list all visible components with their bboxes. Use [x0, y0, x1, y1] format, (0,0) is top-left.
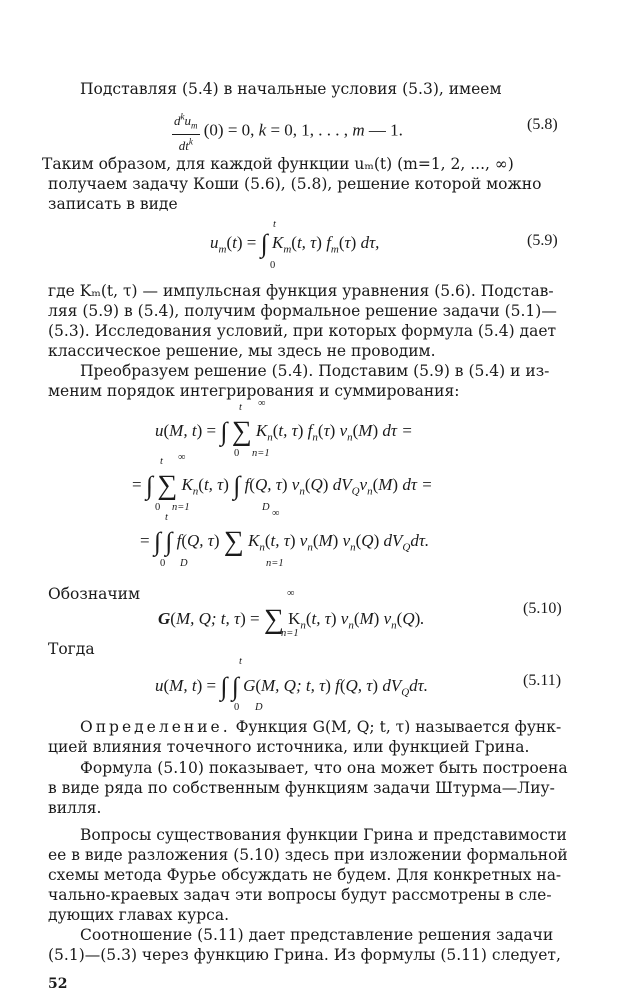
definition-term: Определение.	[80, 718, 231, 736]
text-line: Таким образом, для каждой функции uₘ(t) (m=1, 2, ..., ∞)	[42, 155, 514, 173]
text-line: записать в виде	[48, 195, 178, 213]
equation-derivation-1: u(M, t) = ∫ ∑ $K_n(t$, τ) $f_n(\tau)$ $v_n(M) d\tau$ =	[155, 416, 413, 447]
lower-limit: D	[262, 502, 270, 513]
upper-limit: ∞	[258, 398, 266, 409]
equation-number: (5.10)	[523, 600, 562, 617]
equation-derivation-3: = ∫ ∫ f(Q, τ) ∑ $K_n(t$, τ) $v_n(M)$ $v_n(Q)$ $dV_Qd\tau$.	[140, 526, 430, 557]
lower-limit: n=1	[281, 628, 299, 639]
equation-5-10: G(M, Q; t, τ) = ∑ $K_n(t$, τ) $v_n(M)$ $v_n(Q)$.	[158, 604, 425, 635]
text-line: Формула (5.10) показывает, что она может быть построена	[80, 759, 568, 777]
definition-text: Функция G(M, Q; t, τ) называется функ-	[230, 718, 562, 736]
lower-limit: 0	[234, 448, 240, 459]
upper-limit: t	[239, 402, 242, 413]
text-line: Тогда	[48, 640, 95, 658]
equation-number: (5.8)	[527, 116, 558, 133]
text-line: Соотношение (5.11) дает представление решения задачи	[80, 926, 554, 944]
equation-5-8: $d^ku_m$ $dt^k$ (0) = 0, k = 0, 1, . . . , m — 1.	[174, 112, 403, 154]
lower-limit: n=1	[172, 502, 190, 513]
lower-limit: 0	[270, 260, 276, 271]
lower-limit: D	[255, 702, 263, 713]
upper-limit: t	[160, 456, 163, 467]
text-line: где Kₘ(t, τ) — импульсная функция уравнения (5.6). Подстав-	[48, 282, 554, 300]
text-line: получаем задачу Коши (5.6), (5.8), решение которой можно	[48, 175, 542, 193]
text-line: ляя (5.9) в (5.4), получим формальное решение задачи (5.1)—	[48, 302, 557, 320]
upper-limit: t	[165, 512, 168, 523]
upper-limit: ∞	[272, 508, 280, 519]
upper-limit: ∞	[287, 588, 295, 599]
lower-limit: n=1	[252, 448, 270, 459]
text-line: Подставляя (5.4) в начальные условия (5.3), имеем	[80, 80, 502, 98]
lower-limit: 0	[155, 502, 161, 513]
text-line: (5.1)—(5.3) через функцию Грина. Из формулы (5.11) следует,	[48, 946, 561, 964]
text-line: дующих главах курса.	[48, 906, 229, 924]
text-line: Обозначим	[48, 585, 141, 603]
text-line: вилля.	[48, 799, 102, 817]
lower-limit: 0	[234, 702, 240, 713]
definition-line	[80, 718, 561, 737]
text-line: меним порядок интегрирования и суммирования:	[48, 382, 460, 400]
text-line: Преобразуем решение (5.4). Подставим (5.9) в (5.4) и из-	[80, 362, 550, 380]
text-line: цией влияния точечного источника, или функцией Грина.	[48, 738, 530, 756]
equation-derivation-2: = ∫ ∑ $K_n(t$, τ) ∫ f(Q, τ) $v_n(Q)$ $dV_Qv_n(M) d\tau$ =	[132, 470, 433, 501]
text-line: ее в виде разложения (5.10) здесь при изложении формальной	[48, 846, 568, 864]
upper-limit: ∞	[178, 452, 186, 463]
text-line: схемы метода Фурье обсуждать не будем. Для конкретных на-	[48, 866, 562, 884]
lower-limit: 0	[160, 558, 166, 569]
lower-limit: D	[180, 558, 188, 569]
text-line: (5.3). Исследования условий, при которых формула (5.4) дает	[48, 322, 557, 340]
upper-limit: t	[273, 219, 276, 230]
lower-limit: n=1	[266, 558, 284, 569]
text-line: в виде ряда по собственным функциям задачи Штурма—Лиу-	[48, 779, 555, 797]
text-line: чально-краевых задач эти вопросы будут рассмотрены в сле-	[48, 886, 552, 904]
page-number: 52	[48, 976, 68, 992]
equation-5-11: u(M, t) = ∫ ∫ G(M, Q; t, τ) f(Q, τ) $dV_Qd\tau$.	[155, 672, 428, 701]
equation-5-9: $u_m(t)$ = ∫ $K_m(t$, τ) $f_m(\tau)$ dτ,	[210, 229, 380, 258]
equation-number: (5.9)	[527, 232, 558, 249]
upper-limit: t	[239, 656, 242, 667]
text-line: Вопросы существования функции Грина и представимости	[80, 826, 567, 844]
equation-number: (5.11)	[523, 672, 562, 689]
text-line: классическое решение, мы здесь не проводим.	[48, 342, 436, 360]
